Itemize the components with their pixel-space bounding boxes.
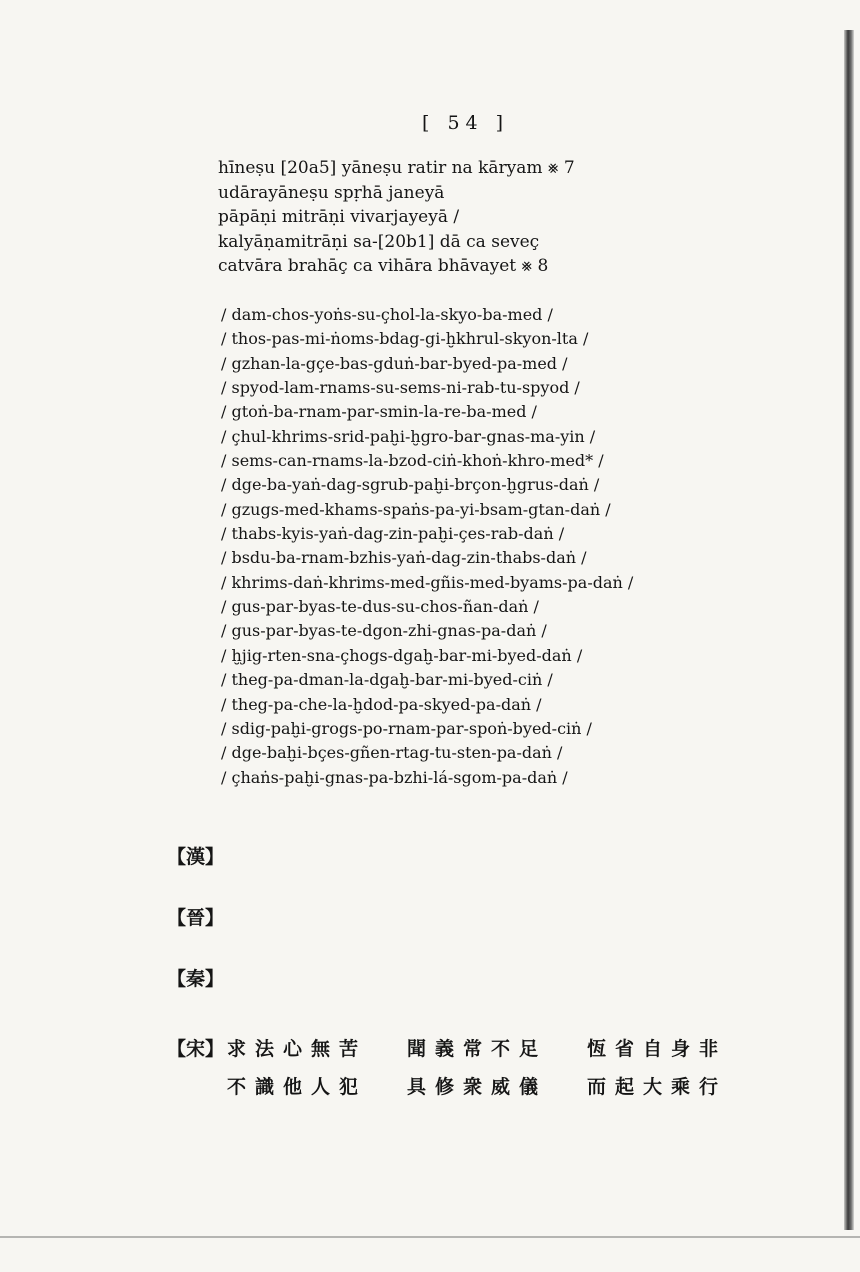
- section-jin-label: 【晉】: [167, 907, 225, 929]
- song-verse-row: [167, 1028, 767, 1066]
- tibetan-line: / gzugs-med-khams-spaṅs-pa-yi-bsam-gtan-daṅ /: [221, 499, 611, 519]
- sanskrit-line: pāpāṇi mitrāṇi vivarjayeyā /: [218, 207, 460, 227]
- sanskrit-line: hīneṣu [20a5] yāneṣu ratir na kāryam ⨳ 7: [218, 158, 575, 178]
- tibetan-line: / gus-par-byas-te-dgon-zhi-gnas-pa-daṅ /: [221, 621, 547, 641]
- song-phrase: 恆省自身非: [587, 1037, 728, 1060]
- tibetan-line: / ḫjig-rten-sna-çhogs-dgaḫ-bar-mi-byed-daṅ /: [221, 645, 583, 665]
- sanskrit-line: catvāra brahāç ca vihāra bhāvayet ⨳ 8: [218, 256, 549, 276]
- section-han-label: 【漢】: [167, 846, 225, 868]
- tibetan-line: / thabs-kyis-yaṅ-dag-zin-paḫi-çes-rab-daṅ /: [221, 524, 565, 544]
- song-translation-block: [167, 1028, 767, 1104]
- tibetan-line: / theg-pa-che-la-ḫdod-pa-skyed-pa-daṅ /: [221, 694, 542, 714]
- tibetan-line: / sdig-paḫi-grogs-po-rnam-par-spoṅ-byed-ciṅ /: [221, 718, 592, 738]
- tibetan-line: / gzhan-la-gçe-bas-gduṅ-bar-byed-pa-med /: [221, 353, 568, 373]
- song-phrase: 具修衆威儀: [407, 1075, 548, 1098]
- tibetan-line: / dge-baḫi-bçes-gñen-rtag-tu-sten-pa-daṅ /: [221, 743, 563, 763]
- tibetan-line: / çhul-khrims-srid-paḫi-ḫgro-bar-gnas-ma-yin /: [221, 426, 596, 446]
- sanskrit-line: udārayāneṣu spṛhā janeyā: [218, 182, 445, 203]
- tibetan-line: / theg-pa-dman-la-dgaḫ-bar-mi-byed-ciṅ /: [221, 670, 553, 690]
- page-bottom-edge: [0, 1236, 860, 1238]
- tibetan-line: / spyod-lam-rnams-su-sems-ni-rab-tu-spyod /: [221, 378, 580, 398]
- section-qin-label: 【秦】: [167, 968, 225, 990]
- song-phrase: 而起大乘行: [587, 1075, 728, 1098]
- section-song-label: 【宋】: [167, 1037, 225, 1060]
- song-phrase: 不識他人犯: [227, 1075, 368, 1098]
- page-number: [ 54 ]: [422, 112, 510, 134]
- tibetan-line: / sems-can-rnams-la-bzod-ciṅ-khoṅ-khro-med* /: [221, 451, 604, 471]
- song-phrase: 求法心無苦: [227, 1037, 368, 1060]
- page-edge-shadow: [844, 30, 854, 1230]
- tibetan-line: / thos-pas-mi-ṅoms-bdag-gi-ḫkhrul-skyon-lta /: [221, 329, 589, 349]
- sanskrit-line: kalyāṇamitrāṇi sa-[20b1] dā ca seveç: [218, 231, 540, 252]
- song-phrase: 聞義常不足: [407, 1037, 548, 1060]
- song-verse-row: [167, 1066, 767, 1104]
- sanskrit-verse-block: [218, 156, 575, 279]
- tibetan-verse-block: [221, 303, 633, 790]
- tibetan-line: / bsdu-ba-rnam-bzhis-yaṅ-dag-zin-thabs-daṅ /: [221, 548, 587, 568]
- tibetan-line: / çhaṅs-paḫi-gnas-pa-bzhi-lá-sgom-pa-daṅ /: [221, 767, 568, 787]
- tibetan-line: / dam-chos-yoṅs-su-çhol-la-skyo-ba-med /: [221, 305, 553, 324]
- tibetan-line: / dge-ba-yaṅ-dag-sgrub-paḫi-brçon-ḫgrus-daṅ /: [221, 475, 600, 495]
- tibetan-line: / gus-par-byas-te-dus-su-chos-ñan-daṅ /: [221, 597, 539, 617]
- tibetan-line: / khrims-daṅ-khrims-med-gñis-med-byams-pa-daṅ /: [221, 572, 634, 592]
- tibetan-line: / gtoṅ-ba-rnam-par-smin-la-re-ba-med /: [221, 402, 537, 422]
